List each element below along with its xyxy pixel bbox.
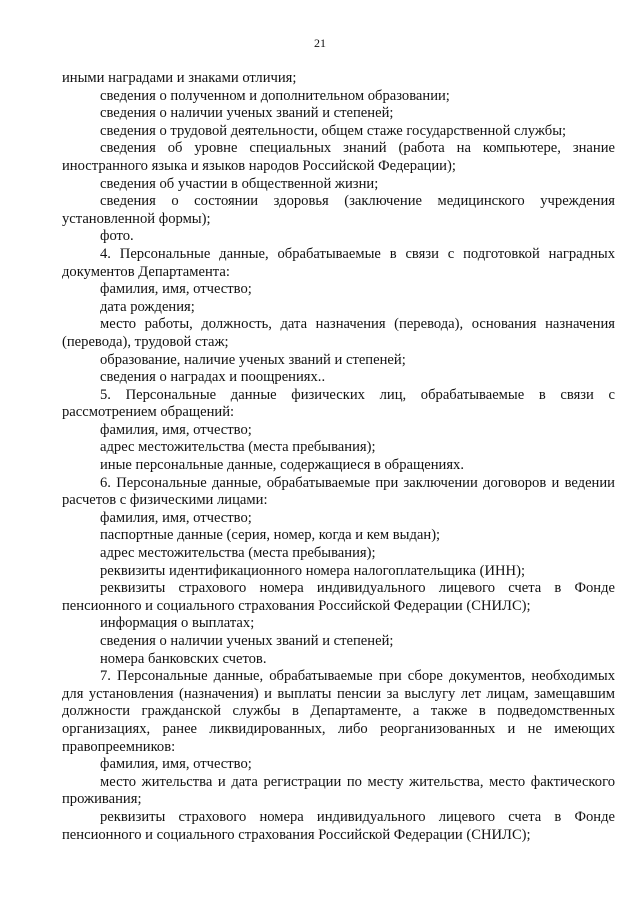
paragraph: номера банковских счетов.	[100, 650, 267, 667]
paragraph: место работы, должность, дата назначения (перевода), основания назначения (перевода), трудовой стаж;	[62, 316, 615, 350]
paragraph: сведения об участии в общественной жизни;	[100, 175, 379, 192]
paragraph: реквизиты идентификационного номера налогоплательщика (ИНН);	[100, 562, 525, 579]
paragraph: фамилия, имя, отчество;	[100, 281, 252, 298]
paragraph: 7. Персональные данные, обрабатываемые при сборе документов, необходимых для установления (назначения) и выплаты пенсии за выслугу лет лицам, замещавшим должности гражданской службы в Департаменте, а также в подведомственных организациях, ранее ликвидированных, либо реорганизованных и не имеющих правопреемников:	[62, 668, 615, 755]
paragraph: образование, наличие ученых званий и степеней;	[100, 351, 406, 368]
paragraph: место жительства и дата регистрации по месту жительства, место фактического проживания;	[62, 773, 615, 808]
paragraph: сведения о наличии ученых званий и степеней;	[100, 105, 394, 122]
paragraph: 4. Персональные данные, обрабатываемые в связи с подготовкой наградных документов Департамента:	[62, 245, 615, 280]
paragraph: фото.	[100, 228, 134, 245]
paragraph: реквизиты страхового номера индивидуального лицевого счета в Фонде пенсионного и социального страхования Российской Федерации (СНИЛС);	[62, 580, 615, 614]
paragraph: паспортные данные (серия, номер, когда и кем выдан);	[100, 527, 441, 544]
paragraph: сведения о трудовой деятельности, общем стаже государственной службы;	[100, 122, 567, 139]
paragraph: адрес местожительства (места пребывания);	[100, 545, 376, 562]
paragraph: 6. Персональные данные, обрабатываемые при заключении договоров и ведении расчетов с физическими лицами:	[62, 474, 615, 509]
paragraph: фамилия, имя, отчество;	[100, 421, 252, 438]
paragraph: дата рождения;	[100, 298, 195, 315]
paragraph: 5. Персональные данные физических лиц, обрабатываемые в связи с рассмотрением обращений:	[62, 386, 615, 421]
paragraph: адрес местожительства (места пребывания);	[100, 439, 376, 456]
paragraph: сведения о состоянии здоровья (заключение медицинского учреждения установленной формы);	[62, 193, 615, 227]
paragraph: фамилия, имя, отчество;	[100, 509, 252, 526]
paragraph: иные персональные данные, содержащиеся в обращениях.	[100, 457, 464, 474]
paragraph: сведения об уровне специальных знаний (работа на компьютере, знание иностранного языка и языков народов Российской Федерации);	[62, 140, 615, 174]
paragraph: сведения о полученном и дополнительном образовании;	[100, 87, 450, 104]
paragraph: фамилия, имя, отчество;	[100, 756, 252, 773]
page-number: 21	[314, 36, 326, 50]
paragraph: сведения о наградах и поощрениях..	[100, 369, 326, 386]
document-body	[62, 70, 615, 844]
paragraph: информация о выплатах;	[100, 615, 255, 632]
paragraph: иными наградами и знаками отличия;	[62, 70, 297, 86]
paragraph: реквизиты страхового номера индивидуального лицевого счета в Фонде пенсионного и социального страхования Российской Федерации (СНИЛС);	[62, 808, 615, 843]
paragraph: сведения о наличии ученых званий и степеней;	[100, 633, 394, 649]
